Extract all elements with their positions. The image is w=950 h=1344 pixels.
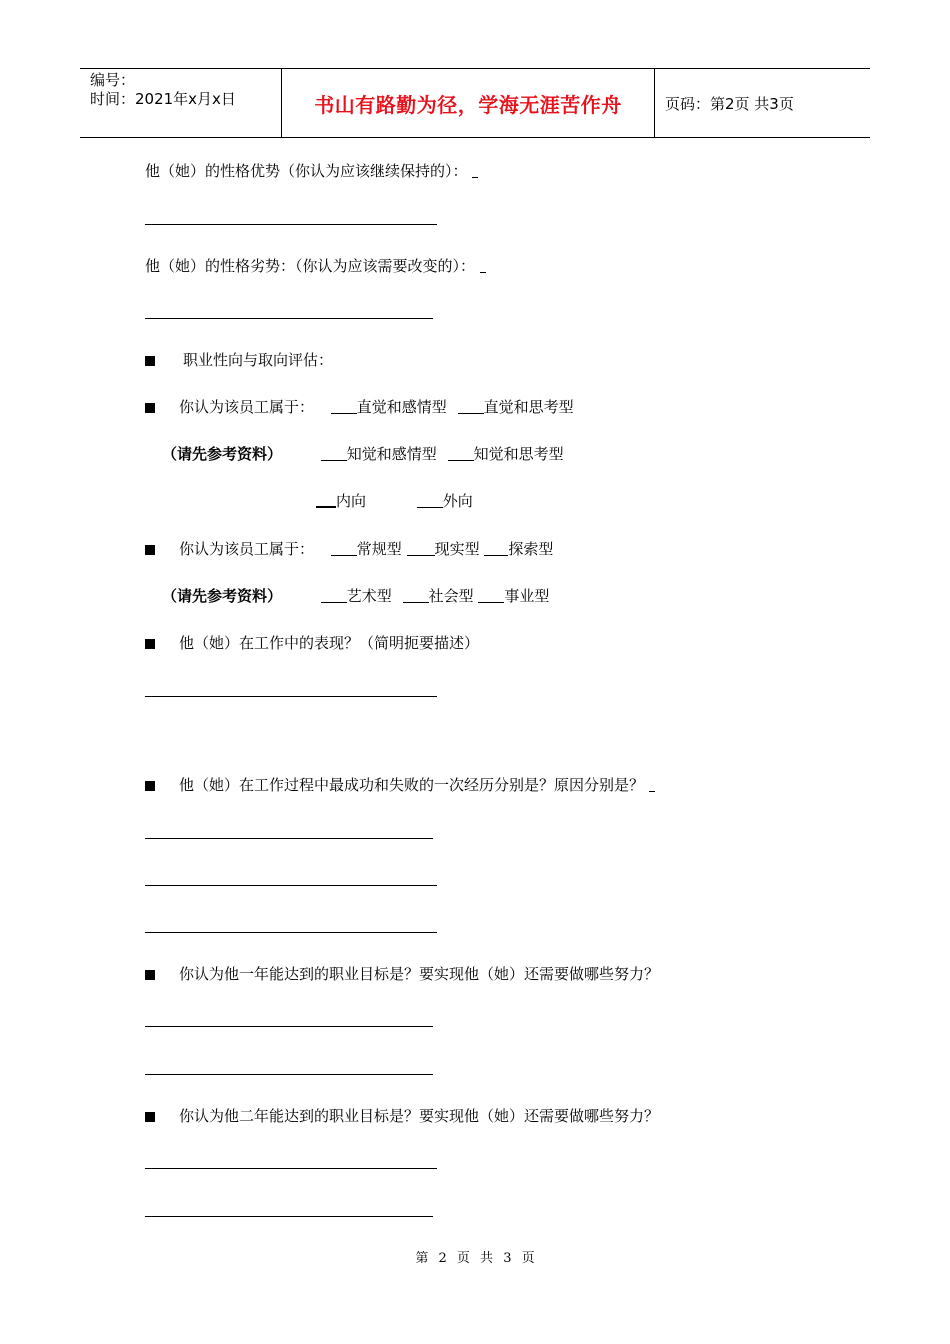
answer-line[interactable] [145,885,437,886]
bullet-square-icon [145,403,155,413]
answer-line[interactable] [145,932,437,933]
bullet-square-icon [145,356,155,366]
checkbox-blank[interactable] [403,588,429,603]
header-meta [80,69,282,137]
question-career-type: 你认为该员工属于： 常规型 现实型 探索型 [145,539,553,559]
bullet-square-icon [145,545,155,555]
header-motto: 书山有路勤为径，学海无涯苦作舟 [282,69,655,137]
answer-line[interactable] [145,838,433,839]
section-career-orientation: 职业性向与取向评估： [145,350,333,370]
header-page-info: 页码：第2页 共3页 [665,94,794,113]
answer-line[interactable] [145,1074,433,1075]
bullet-square-icon [145,639,155,649]
checkbox-blank[interactable] [331,399,357,414]
checkbox-blank[interactable] [458,399,484,414]
time-label: 时间：2021年x月x日 [90,90,236,108]
checkbox-blank[interactable] [407,541,435,556]
checkbox-blank[interactable] [321,588,347,603]
personality-type-row-2: （请先参考资料） 知觉和感情型 知觉和思考型 [162,445,564,463]
bullet-square-icon [145,970,155,980]
checkbox-blank[interactable] [484,541,508,556]
answer-line[interactable] [145,1216,433,1217]
answer-line[interactable] [145,318,433,319]
question-personality-type: 你认为该员工属于： 直觉和感情型 直觉和思考型 [145,397,574,417]
question-experience: 他（她）在工作过程中最成功和失败的一次经历分别是？原因分别是？ [145,775,655,795]
answer-line[interactable] [145,224,437,225]
question-goal-one-year: 你认为他一年能达到的职业目标是？要实现他（她）还需要做哪些努力？ [145,964,659,984]
checkbox-blank[interactable] [448,446,474,461]
answer-line[interactable] [145,1168,437,1169]
checkbox-blank[interactable] [331,541,357,556]
inline-blank[interactable] [472,163,478,178]
bullet-square-icon [145,1112,155,1122]
career-type-row-2: （请先参考资料） 艺术型 社会型 事业型 [162,587,550,605]
checkbox-blank[interactable] [321,446,347,461]
answer-line[interactable] [145,1026,433,1027]
serial-label: 编号： [90,71,136,89]
page-header [80,68,870,138]
introvert-extrovert-row: 内向 外向 [316,491,473,511]
question-goal-two-years: 你认为他二年能达到的职业目标是？要实现他（她）还需要做哪些努力？ [145,1106,659,1126]
page-footer: 第 2 页 共 3 页 [415,1251,535,1266]
question-performance: 他（她）在工作中的表现？（简明扼要描述） [145,633,479,653]
checkbox-blank[interactable] [478,588,504,603]
bullet-square-icon [145,781,155,791]
question-weakness: 他（她）的性格劣势：（你认为应该需要改变的）： [145,256,486,276]
inline-blank[interactable] [649,777,655,792]
checkbox-blank[interactable] [417,493,443,508]
answer-line[interactable] [145,696,437,697]
inline-blank[interactable] [480,258,486,273]
question-strength: 他（她）的性格优势（你认为应该继续保持的）： [145,161,478,181]
checkbox-blank[interactable] [316,492,336,508]
